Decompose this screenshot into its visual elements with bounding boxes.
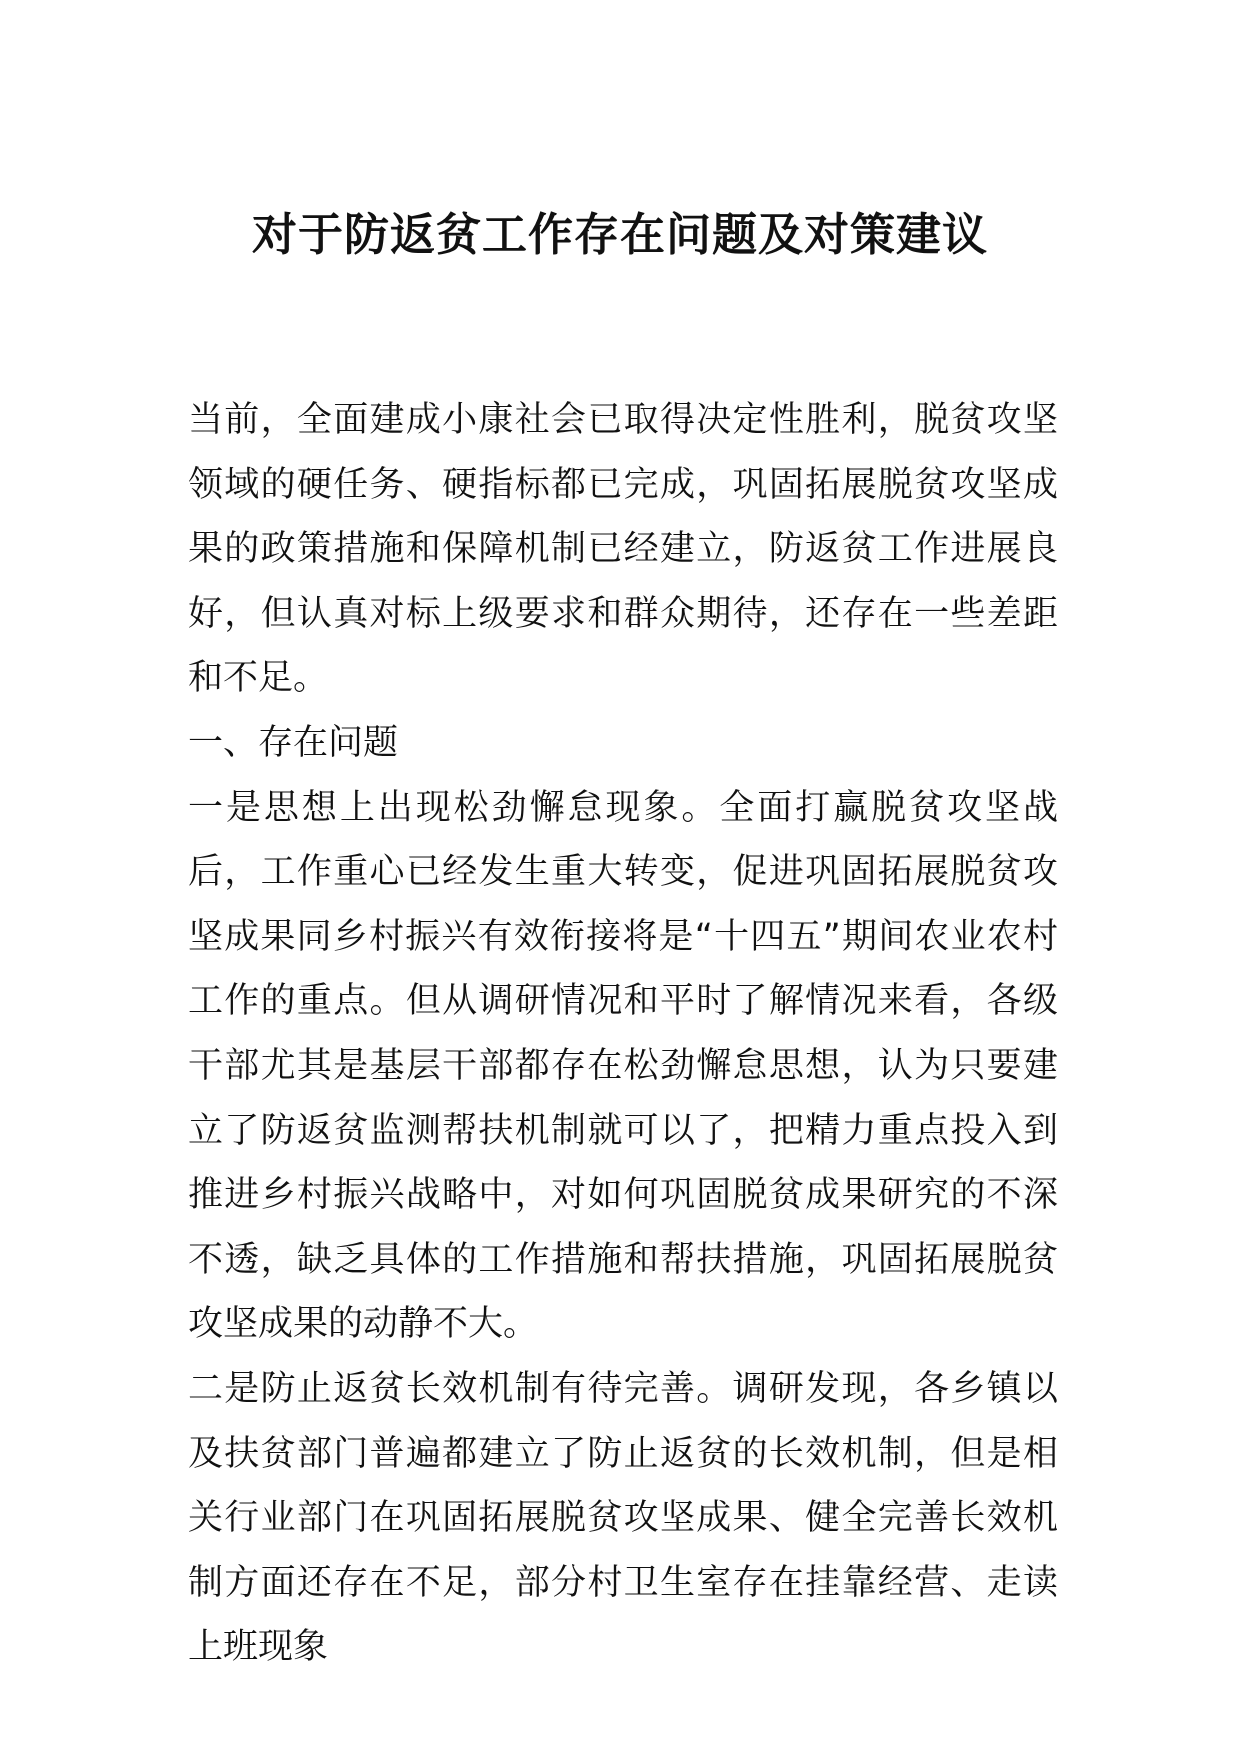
document-title: 对于防返贫工作存在问题及对策建议 [251, 208, 988, 261]
intro-paragraph: 当前，全面建成小康社会已取得决定性胜利，脱贫攻坚领域的硬任务、硬指标都已完成，巩固拓展脱贫攻坚成果的政策措施和保障机制已经建立，防返贫工作进展良好，但认真对标上级要求和群众期待，还存在一些差距和不足。 [188, 400, 1058, 699]
problem-one-paragraph: 一是思想上出现松劲懈怠现象。全面打赢脱贫攻坚战后，工作重心已经发生重大转变，促进巩固拓展脱贫攻坚成果同乡村振兴有效衔接将是“十四五”期间农业农村工作的重点。但从调研情况和平时了解情况来看，各级干部尤其是基层干部都存在松劲懈怠思想，认为只要建立了防返贫监测帮扶机制就可以了，把精力重点投入到推进乡村振兴战略中，对如何巩固脱贫成果研究的不深不透，缺乏具体的工作措施和帮扶措施，巩固拓展脱贫攻坚成果的动静不大。 [188, 787, 1058, 1345]
section-heading-problems: 一、存在问题 [188, 722, 399, 763]
problem-two-paragraph: 二是防止返贫长效机制有待完善。调研发现，各乡镇以及扶贫部门普遍都建立了防止返贫的长效机制，但是相关行业部门在巩固拓展脱贫攻坚成果、健全完善长效机制方面还存在不足，部分村卫生室存在挂靠经营、走读上班现象 [188, 1368, 1058, 1668]
document-body [188, 388, 1058, 1680]
